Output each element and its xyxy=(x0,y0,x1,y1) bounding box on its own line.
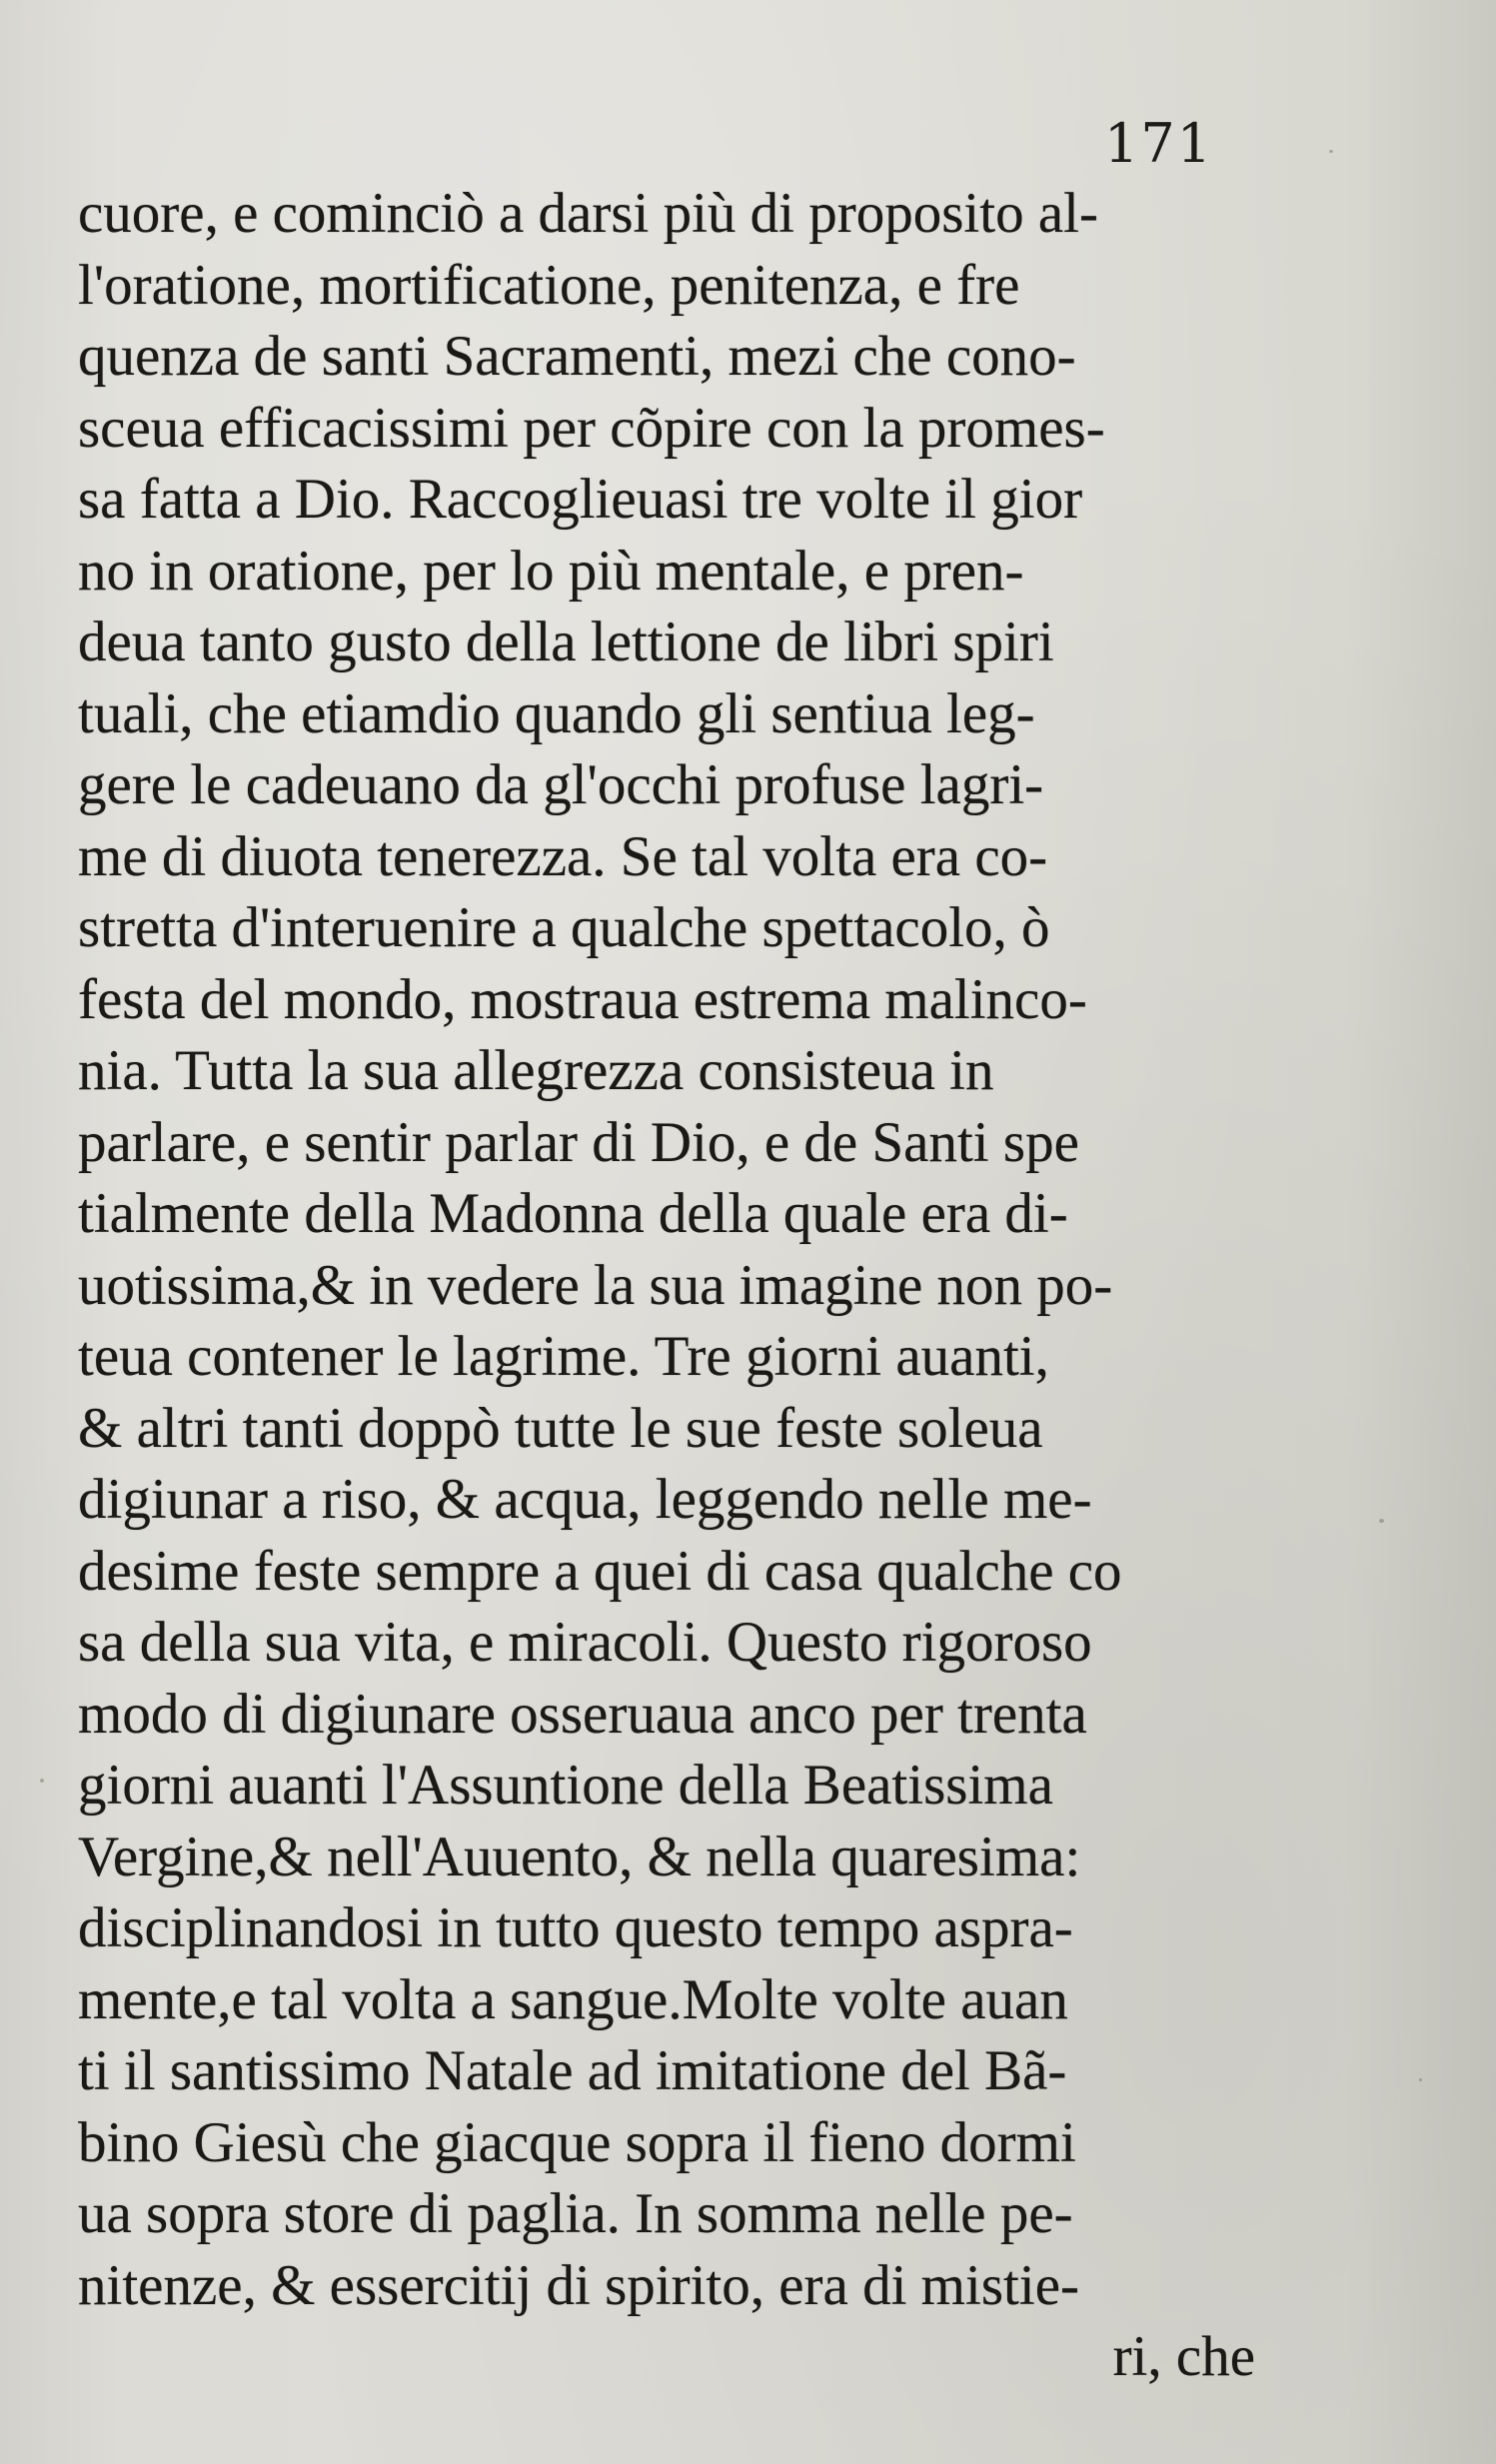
paper-speck xyxy=(1329,150,1333,153)
text-line: tuali, che etiamdio quando gli sentiua leg- xyxy=(78,681,1035,745)
text-line: & altri tanti doppò tutte le sue feste soleua xyxy=(78,1396,1043,1460)
text-line: gere le cadeuano da gl'occhi profuse lagri- xyxy=(78,753,1044,816)
text-line: ti il santissimo Natale ad imitatione del Bã- xyxy=(78,2039,1067,2102)
text-line: teua contener le lagrime. Tre giorni auanti, xyxy=(78,1325,1049,1388)
paper-speck xyxy=(40,1779,44,1783)
page-number: 171 xyxy=(1104,112,1214,175)
text-line: l'oratione, mortificatione, penitenza, e fre xyxy=(78,253,1020,317)
text-line: disciplinandosi in tutto questo tempo aspra- xyxy=(78,1896,1073,1959)
text-line: desime feste sempre a quei di casa qualche co xyxy=(78,1539,1122,1603)
text-line: ua sopra store di paglia. In somma nelle pe- xyxy=(78,2182,1073,2245)
text-line: Vergine,& nell'Auuento, & nella quaresima: xyxy=(78,1825,1081,1888)
text-line: no in oratione, per lo più mentale, e pren- xyxy=(78,539,1024,603)
text-line: digiunar a riso, & acqua, leggendo nelle me- xyxy=(78,1468,1092,1531)
text-line: deua tanto gusto della lettione de libri spiri xyxy=(78,611,1054,673)
text-line: me di diuota tenerezza. Se tal volta era co- xyxy=(78,824,1048,888)
text-line: giorni auanti l'Assuntione della Beatissima xyxy=(78,1754,1053,1817)
text-line: sceua efficacissimi per cõpire con la promes- xyxy=(78,396,1105,460)
text-line: uotissima,& in vedere la sua imagine non po- xyxy=(78,1253,1113,1317)
text-line: sa fatta a Dio. Raccoglieuasi tre volte il gior xyxy=(78,468,1083,531)
body-text xyxy=(78,178,1267,2393)
text-line: festa del mondo, mostraua estrema malinco- xyxy=(78,967,1087,1031)
text-line: bino Giesù che giacque sopra il fieno dormi xyxy=(78,2110,1076,2174)
text-line: mente,e tal volta a sangue.Molte volte auan xyxy=(78,1967,1068,2031)
text-line: nitenze, & essercitij di spirito, era di mistie- xyxy=(78,2253,1079,2317)
paper-speck xyxy=(1419,2078,1422,2081)
text-line: stretta d'interuenire a qualche spettacolo, ò xyxy=(78,896,1050,959)
catchword: ri, che xyxy=(1112,2325,1255,2388)
text-line: cuore, e cominciò a darsi più di proposito al- xyxy=(78,182,1098,245)
text-line: nia. Tutta la sua allegrezza consisteua in xyxy=(78,1039,994,1102)
text-line: sa della sua vita, e miracoli. Questo rigoroso xyxy=(78,1611,1092,1674)
text-line: parlare, e sentir parlar di Dio, e de Santi spe xyxy=(78,1110,1079,1174)
text-line: quenza de santi Sacramenti, mezi che cono- xyxy=(78,325,1076,388)
text-line: modo di digiunare osseruaua anco per trenta xyxy=(78,1682,1087,1746)
paper-speck xyxy=(1379,1519,1384,1523)
text-line: tialmente della Madonna della quale era di- xyxy=(78,1182,1068,1245)
